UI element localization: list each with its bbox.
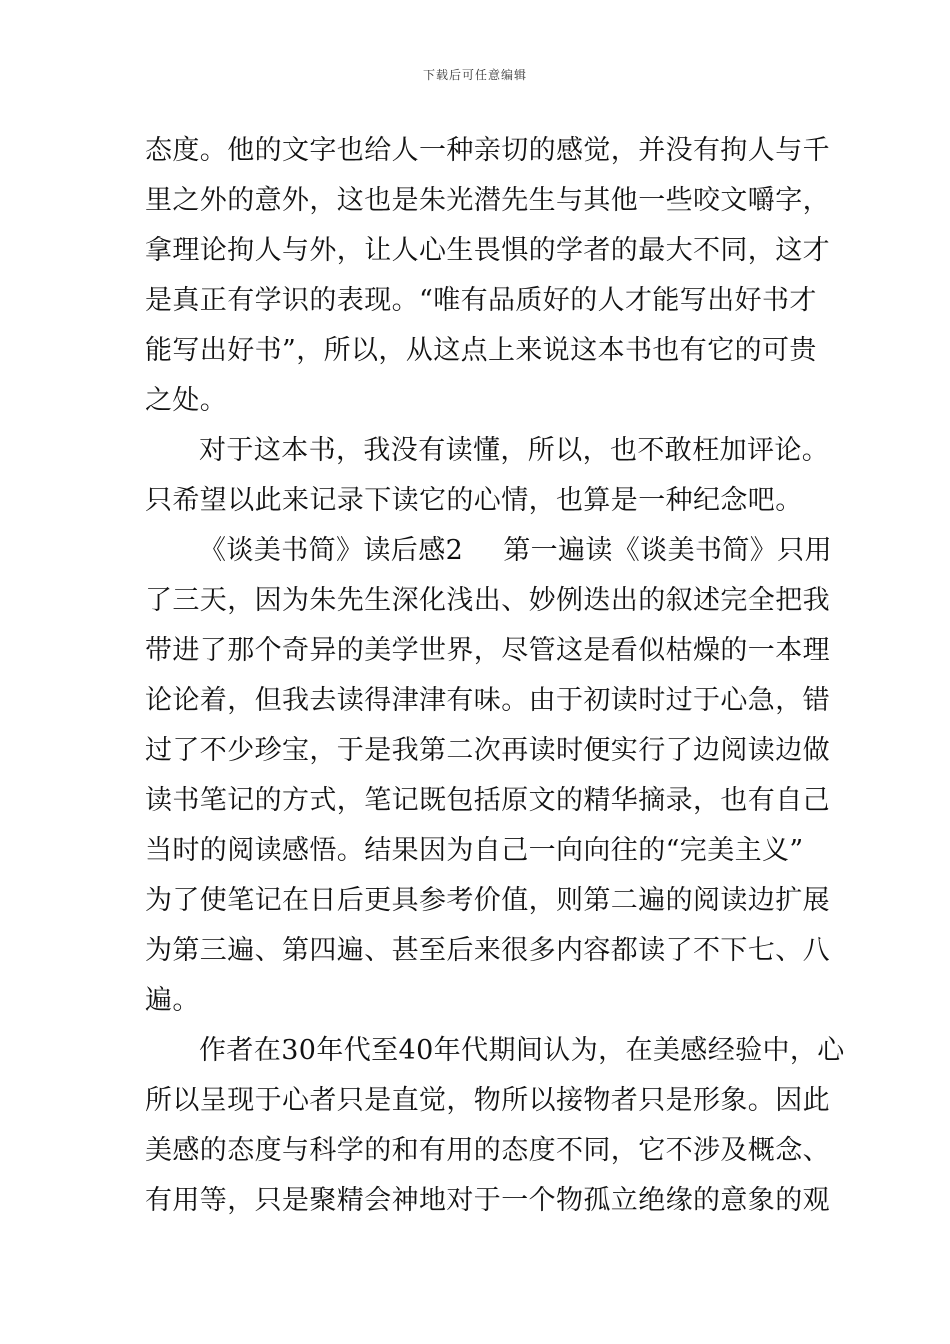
section-title: 《谈美书简》读后感2 xyxy=(199,535,464,566)
paragraph-start-line: 对于这本书，我没有读懂，所以，也不敢枉加评论。 xyxy=(199,435,830,466)
text-line: 是真正有学识的表现。“唯有品质好的人才能写出好书才 xyxy=(145,285,817,316)
text-line: 美感的态度与科学的和有用的态度不同，它不涉及概念、 xyxy=(145,1135,830,1166)
section-first-sentence: 第一遍读《谈美书简》只用 xyxy=(503,535,832,566)
text-line: 能写出好书”，所以，从这点上来说这本书也有它的可贵 xyxy=(145,335,817,366)
text-line: 读书笔记的方式，笔记既包括原文的精华摘录，也有自己 xyxy=(145,785,830,816)
text-line: 过了不少珍宝，于是我第二次再读时便实行了边阅读边做 xyxy=(145,735,830,766)
page-header: 下载后可任意编辑 xyxy=(422,68,527,82)
text-line: 只希望以此来记录下读它的心情，也算是一种纪念吧。 xyxy=(145,485,803,516)
text-line: 有用等，只是聚精会神地对于一个物孤立绝缘的意象的观 xyxy=(145,1185,830,1216)
text-line: 为了使笔记在日后更具参考价值，则第二遍的阅读边扩展 xyxy=(145,885,830,916)
text-line: 里之外的意外，这也是朱光潜先生与其他一些咬文嚼字， xyxy=(145,185,830,216)
text-line: 了三天，因为朱先生深化浅出、妙例迭出的叙述完全把我 xyxy=(145,585,830,616)
section-title-line xyxy=(145,526,832,576)
paragraph-start-line: 作者在30年代至40年代期间认为，在美感经验中，心 xyxy=(199,1035,845,1066)
text-line: 带进了那个奇异的美学世界，尽管这是看似枯燥的一本理 xyxy=(145,635,830,666)
text-line: 为第三遍、第四遍、甚至后来很多内容都读了不下七、八 xyxy=(145,935,830,966)
text-line: 论论着，但我去读得津津有味。由于初读时过于心急，错 xyxy=(145,685,830,716)
body-text xyxy=(145,126,845,1226)
text-line: 当时的阅读感悟。结果因为自己一向向往的“完美主义” xyxy=(145,835,804,866)
text-line: 遍。 xyxy=(145,985,200,1016)
text-line: 态度。他的文字也给人一种亲切的感觉，并没有拘人与千 xyxy=(145,135,830,166)
text-line: 之处。 xyxy=(145,385,228,416)
text-line: 拿理论拘人与外，让人心生畏惧的学者的最大不同，这才 xyxy=(145,235,830,266)
text-line: 所以呈现于心者只是直觉，物所以接物者只是形象。因此 xyxy=(145,1085,830,1116)
